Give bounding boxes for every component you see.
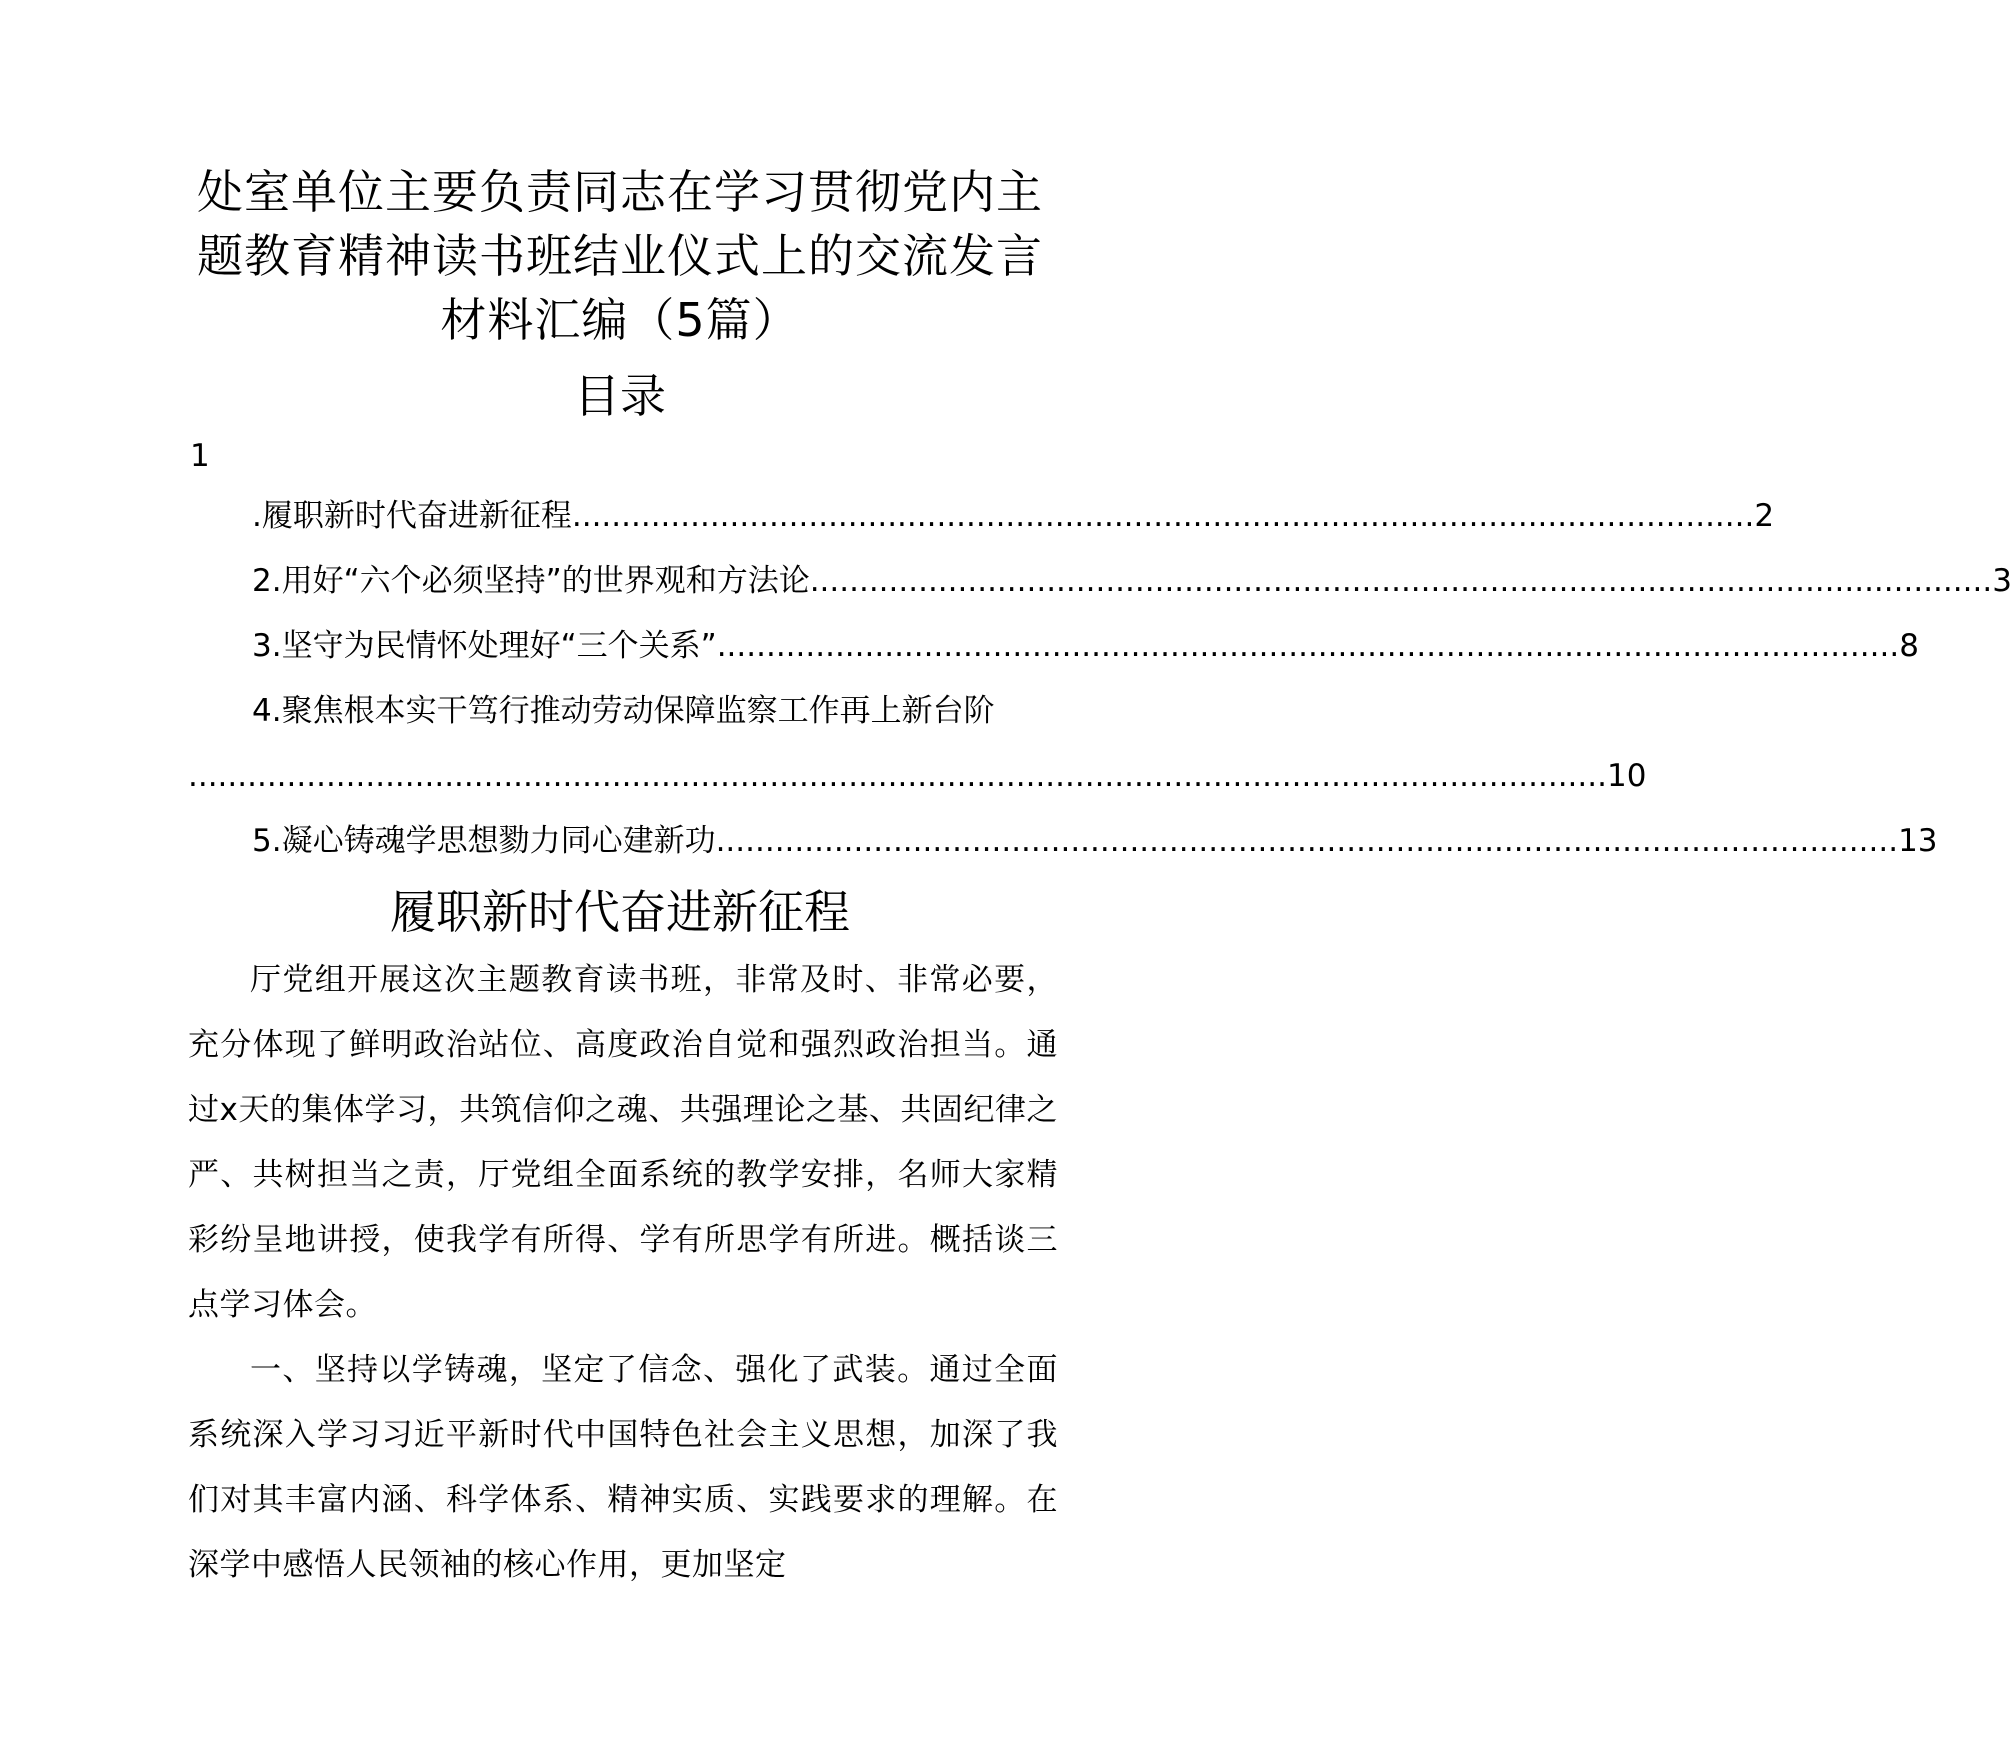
title-line-3: 材料汇编（5篇） xyxy=(440,293,800,347)
toc-heading: 目录 xyxy=(574,369,666,423)
toc-entry-page: 3 xyxy=(1992,563,2012,599)
toc-entry-continuation[interactable] xyxy=(188,756,1647,796)
toc-entry[interactable] xyxy=(252,821,1938,861)
toc-entry-title: 3.坚守为民情怀处理好“三个关系” xyxy=(252,628,717,664)
title-line-2: 题教育精神读书班结业仪式上的交流发言 xyxy=(197,229,1043,283)
toc-entry-title: 5.凝心铸魂学思想勠力同心建新功 xyxy=(252,823,716,859)
toc-leader-dots: ................................................................................................................................................ xyxy=(188,758,1607,794)
document-title xyxy=(150,160,1090,352)
toc-leader-dots: ........................................................................................................................ xyxy=(809,563,1993,599)
toc-entry-title: .履职新时代奋进新征程 xyxy=(252,498,572,534)
toc-leader-dots: ........................................................................................................................ xyxy=(715,823,1899,859)
toc-entry-page: 2 xyxy=(1754,498,1775,534)
toc-entry-page: 8 xyxy=(1899,628,1919,664)
toc-leader-dots: ........................................................................................................................ xyxy=(571,498,1755,534)
toc-entry[interactable] xyxy=(252,626,1919,666)
toc-entry-page: 10 xyxy=(1606,758,1647,794)
body-paragraph: 一、坚持以学铸魂，坚定了信念、强化了武装。通过全面系统深入学习习近平新时代中国特色社会主义思想，加深了我们对其丰富内涵、科学体系、精神实质、实践要求的理解。在深学中感悟人民领袖的核心作用，更加坚定 xyxy=(188,1352,1058,1583)
toc-leader-dots: ........................................................................................................................ xyxy=(716,628,1900,664)
toc-entry-page: 13 xyxy=(1898,823,1938,859)
toc-entry[interactable] xyxy=(252,496,1775,536)
body-paragraph: 厅党组开展这次主题教育读书班，非常及时、非常必要，充分体现了鲜明政治站位、高度政治自觉和强烈政治担当。通过x天的集体学习，共筑信仰之魂、共强理论之基、共固纪律之严、共树担当之责，厅党组全面系统的教学安排，名师大家精彩纷呈地讲授，使我学有所得、学有所思学有所进。概括谈三点学习体会。 xyxy=(188,962,1058,1323)
toc-entry[interactable] xyxy=(252,561,2012,601)
toc-entry-title: 2.用好“六个必须坚持”的世界观和方法论 xyxy=(252,563,810,599)
title-line-1: 处室单位主要负责同志在学习贯彻党内主 xyxy=(197,165,1043,219)
toc-lead-number: 1 xyxy=(190,438,210,474)
section-title: 履职新时代奋进新征程 xyxy=(390,885,850,939)
toc-entry-title[interactable]: 4.聚焦根本实干笃行推动劳动保障监察工作再上新台阶 xyxy=(252,693,995,729)
